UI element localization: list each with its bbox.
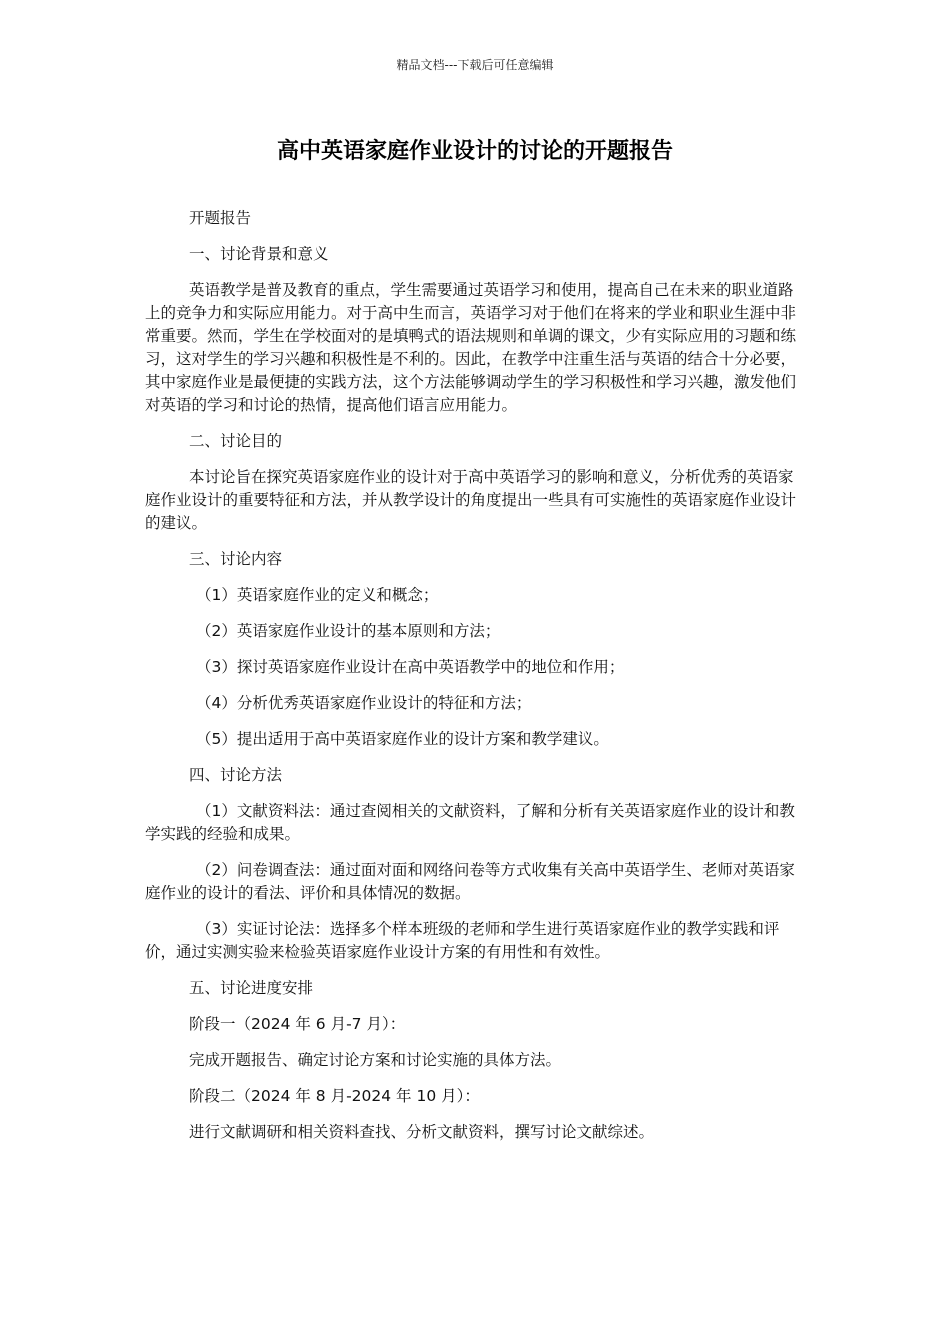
section-heading-methods: 四、讨论方法 — [189, 766, 283, 784]
document-body — [145, 207, 807, 1157]
method-item-3: （3）实证讨论法：选择多个样本班级的老师和学生进行英语家庭作业的教学实践和评价，通过实测实验来检验英语家庭作业设计方案的有用性和有效性。 — [145, 920, 780, 961]
content-item-3: （3）探讨英语家庭作业设计在高中英语教学中的地位和作用； — [196, 658, 625, 676]
paragraph-purpose: 本讨论旨在探究英语家庭作业的设计对于高中英语学习的影响和意义，分析优秀的英语家庭作业设计的重要特征和方法，并从教学设计的角度提出一些具有可实施性的英语家庭作业设计的建议。 — [145, 468, 797, 532]
schedule-stage-2-text: 进行文献调研和相关资料查找、分析文献资料，撰写讨论文献综述。 — [189, 1123, 655, 1141]
section-label-report: 开题报告 — [189, 209, 252, 227]
page-header-note: 精品文档---下载后可任意编辑 — [396, 58, 554, 72]
section-heading-content: 三、讨论内容 — [189, 550, 283, 568]
document-title: 高中英语家庭作业设计的讨论的开题报告 — [276, 139, 673, 164]
content-item-4: （4）分析优秀英语家庭作业设计的特征和方法； — [196, 694, 532, 712]
schedule-stage-1-label: 阶段一（2024 年 6 月-7 月）： — [189, 1015, 406, 1033]
schedule-stage-2-label: 阶段二（2024 年 8 月-2024 年 10 月）： — [189, 1087, 480, 1105]
method-item-1: （1）文献资料法：通过查阅相关的文献资料，了解和分析有关英语家庭作业的设计和教学实践的经验和成果。 — [145, 802, 795, 843]
content-item-2: （2）英语家庭作业设计的基本原则和方法； — [196, 622, 501, 640]
section-heading-purpose: 二、讨论目的 — [189, 432, 283, 450]
section-heading-background: 一、讨论背景和意义 — [189, 245, 329, 263]
content-item-5: （5）提出适用于高中英语家庭作业的设计方案和教学建议。 — [196, 730, 609, 748]
method-item-2: （2）问卷调查法：通过面对面和网络问卷等方式收集有关高中英语学生、老师对英语家庭作业的设计的看法、评价和具体情况的数据。 — [145, 861, 795, 902]
content-item-1: （1）英语家庭作业的定义和概念； — [196, 586, 439, 604]
paragraph-background: 英语教学是普及教育的重点，学生需要通过英语学习和使用，提高自己在未来的职业道路上的竞争力和实际应用能力。对于高中生而言，英语学习对于他们在将来的学业和职业生涯中非常重要。然而，学生在学校面对的是填鸭式的语法规则和单调的课文，少有实际应用的习题和练习，这对学生的学习兴趣和积极性是不利的。因此，在教学中注重生活与英语的结合十分必要，其中家庭作业是最便捷的实践方法，这个方法能够调动学生的学习积极性和学习兴趣，激发他们对英语的学习和讨论的热情，提高他们语言应用能力。 — [145, 281, 797, 414]
schedule-stage-1-text: 完成开题报告、确定讨论方案和讨论实施的具体方法。 — [189, 1051, 562, 1069]
section-heading-schedule: 五、讨论进度安排 — [189, 979, 314, 997]
